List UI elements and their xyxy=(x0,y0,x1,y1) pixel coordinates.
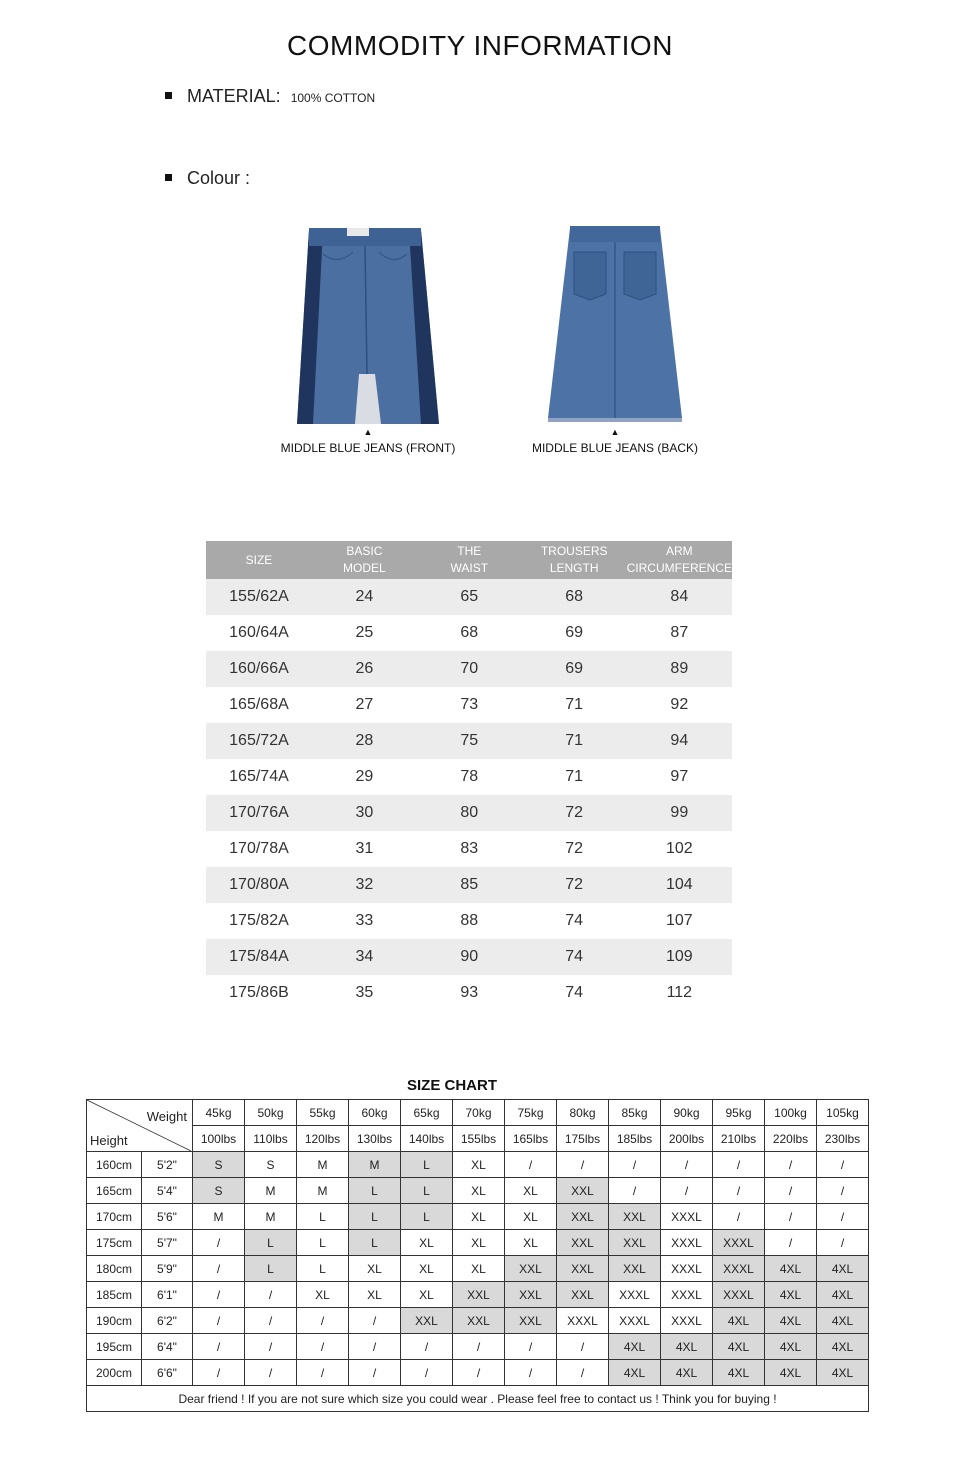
weight-lbs-cell: 175lbs xyxy=(557,1126,609,1152)
height-cm-cell: 200cm xyxy=(87,1360,142,1386)
size-cell: / xyxy=(349,1360,401,1386)
size-chart-corner xyxy=(87,1100,193,1152)
size-cell: XL xyxy=(401,1256,453,1282)
size-chart-lbs-row xyxy=(87,1126,869,1152)
size-cell: XXL xyxy=(505,1308,557,1334)
height-ft-cell: 6'4" xyxy=(142,1334,193,1360)
size-cell: L xyxy=(245,1256,297,1282)
size-cell: 4XL xyxy=(817,1334,869,1360)
measurement-row xyxy=(206,687,732,723)
size-cell: / xyxy=(817,1204,869,1230)
size-cell: 4XL xyxy=(713,1360,765,1386)
size-cell: M xyxy=(297,1152,349,1178)
size-cell: XL xyxy=(453,1204,505,1230)
measurement-cell: 97 xyxy=(670,768,689,785)
measurement-cell: 69 xyxy=(565,624,584,641)
size-cell: 4XL xyxy=(713,1334,765,1360)
product-front xyxy=(278,224,458,455)
size-cell: L xyxy=(297,1230,349,1256)
size-cell: XXL xyxy=(609,1256,661,1282)
measurement-table xyxy=(206,541,732,1011)
size-cell: 4XL xyxy=(609,1360,661,1386)
height-ft-cell: 6'6" xyxy=(142,1360,193,1386)
size-cell: / xyxy=(245,1360,297,1386)
weight-kg-cell: 95kg xyxy=(713,1100,765,1126)
size-cell: XXXL xyxy=(661,1282,713,1308)
size-chart-row xyxy=(87,1152,869,1178)
size-cell: XXXL xyxy=(713,1230,765,1256)
weight-lbs-cell: 110lbs xyxy=(245,1126,297,1152)
measurement-cell: 26 xyxy=(312,651,417,687)
measurement-cell: 170/80A xyxy=(206,867,312,903)
size-cell: L xyxy=(401,1204,453,1230)
measurement-cell: 74 xyxy=(522,939,627,975)
size-cell: 4XL xyxy=(817,1282,869,1308)
measurement-cell: 71 xyxy=(565,696,584,713)
size-cell: XL xyxy=(505,1230,557,1256)
size-cell: / xyxy=(557,1152,609,1178)
measurement-row xyxy=(206,795,732,831)
material-label: MATERIAL: xyxy=(187,86,281,106)
size-cell: L xyxy=(297,1256,349,1282)
size-cell: XXL xyxy=(557,1204,609,1230)
size-cell: XL xyxy=(401,1282,453,1308)
size-cell: XL xyxy=(453,1178,505,1204)
measurement-cell: 109 xyxy=(627,939,732,975)
product-caption: MIDDLE BLUE JEANS (BACK) xyxy=(531,441,699,455)
size-cell: M xyxy=(349,1152,401,1178)
measurement-cell: 25 xyxy=(355,624,374,641)
size-chart-row xyxy=(87,1282,869,1308)
size-cell: 4XL xyxy=(765,1334,817,1360)
size-cell: L xyxy=(349,1230,401,1256)
weight-lbs-cell: 185lbs xyxy=(609,1126,661,1152)
measurement-cell: 160/66A xyxy=(206,651,312,687)
size-cell: 4XL xyxy=(661,1334,713,1360)
size-cell: 4XL xyxy=(661,1360,713,1386)
size-cell: XXL xyxy=(609,1204,661,1230)
measurement-row xyxy=(206,723,732,759)
bullet-icon xyxy=(165,174,172,181)
colour-row xyxy=(165,168,250,189)
size-cell: 4XL xyxy=(765,1282,817,1308)
size-cell: / xyxy=(505,1152,557,1178)
size-cell: / xyxy=(557,1360,609,1386)
measurement-row xyxy=(206,903,732,939)
weight-lbs-cell: 210lbs xyxy=(713,1126,765,1152)
measurement-cell: 73 xyxy=(460,696,479,713)
size-cell: 4XL xyxy=(713,1308,765,1334)
size-cell: M xyxy=(245,1178,297,1204)
size-cell: XXL xyxy=(453,1282,505,1308)
measurement-cell: 175/84A xyxy=(206,939,312,975)
size-cell: XL xyxy=(349,1256,401,1282)
height-cm-cell: 170cm xyxy=(87,1204,142,1230)
size-cell: 4XL xyxy=(765,1256,817,1282)
measurement-cell: 33 xyxy=(355,912,374,929)
measurement-cell: 170/76A xyxy=(206,795,312,831)
size-cell: / xyxy=(245,1282,297,1308)
size-cell: XL xyxy=(505,1204,557,1230)
measurement-row xyxy=(206,651,732,687)
size-cell: XXL xyxy=(557,1256,609,1282)
height-cm-cell: 195cm xyxy=(87,1334,142,1360)
header-trousers-length: TROUSERS LENGTH xyxy=(522,541,627,579)
weight-kg-cell: 45kg xyxy=(193,1100,245,1126)
denim-skirt-back-image xyxy=(540,224,690,428)
measurement-cell: 32 xyxy=(312,867,417,903)
size-cell: XXL xyxy=(505,1282,557,1308)
height-ft-cell: 5'2" xyxy=(142,1152,193,1178)
measurement-cell: 65 xyxy=(417,579,522,615)
size-cell: S xyxy=(245,1152,297,1178)
header-basic-model: BASIC MODEL xyxy=(312,541,417,579)
size-cell: / xyxy=(661,1152,713,1178)
measurement-cell: 80 xyxy=(417,795,522,831)
measurement-cell: 89 xyxy=(627,651,732,687)
size-cell: / xyxy=(245,1308,297,1334)
up-arrow-icon: ▲ xyxy=(363,427,373,437)
size-cell: / xyxy=(401,1360,453,1386)
size-cell: XXXL xyxy=(661,1204,713,1230)
weight-lbs-cell: 140lbs xyxy=(401,1126,453,1152)
size-cell: 4XL xyxy=(817,1360,869,1386)
size-cell: M xyxy=(245,1204,297,1230)
weight-kg-cell: 90kg xyxy=(661,1100,713,1126)
measurement-row xyxy=(206,975,732,1011)
size-cell: XL xyxy=(349,1282,401,1308)
product-back xyxy=(530,224,700,455)
measurement-cell: 88 xyxy=(460,912,479,929)
size-cell: XL xyxy=(453,1230,505,1256)
weight-kg-cell: 65kg xyxy=(401,1100,453,1126)
weight-lbs-cell: 120lbs xyxy=(297,1126,349,1152)
weight-lbs-cell: 165lbs xyxy=(505,1126,557,1152)
size-cell: / xyxy=(609,1178,661,1204)
material-value: 100% COTTON xyxy=(290,91,376,105)
header-arm-circumference: ARM CIRCUMFERENCE xyxy=(627,541,732,579)
size-chart-title: SIZE CHART xyxy=(407,1077,497,1094)
height-cm-cell: 190cm xyxy=(87,1308,142,1334)
size-cell: XXL xyxy=(557,1282,609,1308)
measurement-cell: 68 xyxy=(460,624,479,641)
colour-label: Colour : xyxy=(187,168,251,188)
size-cell: / xyxy=(713,1178,765,1204)
height-ft-cell: 5'7" xyxy=(142,1230,193,1256)
size-cell: / xyxy=(453,1360,505,1386)
weight-lbs-cell: 130lbs xyxy=(349,1126,401,1152)
measurement-cell: 112 xyxy=(666,984,693,1001)
size-chart-row xyxy=(87,1230,869,1256)
size-cell: XXXL xyxy=(609,1308,661,1334)
size-cell: / xyxy=(193,1256,245,1282)
size-chart-row xyxy=(87,1360,869,1386)
size-cell: XXL xyxy=(557,1178,609,1204)
size-cell: / xyxy=(193,1334,245,1360)
height-label: Height xyxy=(90,1133,128,1148)
measurement-cell: 68 xyxy=(522,579,627,615)
measurement-cell: 71 xyxy=(565,768,584,785)
size-cell: / xyxy=(193,1360,245,1386)
weight-kg-cell: 60kg xyxy=(349,1100,401,1126)
size-cell: XL xyxy=(297,1282,349,1308)
size-cell: XXL xyxy=(453,1308,505,1334)
measurement-cell: 99 xyxy=(627,795,732,831)
size-chart-footer-note: Dear friend ! If you are not sure which size you could wear . Please feel free to contact us ! Think you for buying ! xyxy=(87,1386,869,1412)
measurement-cell: 29 xyxy=(355,768,374,785)
measurement-cell: 74 xyxy=(565,912,584,929)
weight-kg-cell: 100kg xyxy=(765,1100,817,1126)
size-cell: XXL xyxy=(557,1230,609,1256)
measurement-cell: 72 xyxy=(522,867,627,903)
size-cell: XL xyxy=(401,1230,453,1256)
weight-label: Weight xyxy=(146,1109,187,1124)
size-cell: XL xyxy=(453,1256,505,1282)
weight-kg-cell: 55kg xyxy=(297,1100,349,1126)
size-cell: S xyxy=(193,1152,245,1178)
measurement-cell: 165/74A xyxy=(229,768,289,785)
measurement-cell: 71 xyxy=(522,723,627,759)
size-cell: S xyxy=(193,1178,245,1204)
measurement-cell: 83 xyxy=(460,840,479,857)
size-cell: L xyxy=(349,1204,401,1230)
size-cell: XXL xyxy=(505,1256,557,1282)
header-size: SIZE xyxy=(206,541,312,579)
weight-lbs-cell: 220lbs xyxy=(765,1126,817,1152)
measurement-cell: 28 xyxy=(312,723,417,759)
measurement-row xyxy=(206,831,732,867)
measurement-cell: 165/72A xyxy=(206,723,312,759)
size-cell: L xyxy=(245,1230,297,1256)
measurement-cell: 160/64A xyxy=(229,624,289,641)
size-cell: / xyxy=(193,1282,245,1308)
height-cm-cell: 185cm xyxy=(87,1282,142,1308)
page-title: COMMODITY INFORMATION xyxy=(287,30,673,61)
size-cell: XXXL xyxy=(713,1256,765,1282)
size-cell: XL xyxy=(505,1178,557,1204)
bullet-icon xyxy=(165,92,172,99)
size-cell: XXXL xyxy=(661,1308,713,1334)
measurement-cell: 155/62A xyxy=(206,579,312,615)
up-arrow-icon: ▲ xyxy=(610,427,620,437)
measurement-cell: 104 xyxy=(627,867,732,903)
size-cell: 4XL xyxy=(765,1308,817,1334)
weight-kg-cell: 50kg xyxy=(245,1100,297,1126)
height-ft-cell: 5'9" xyxy=(142,1256,193,1282)
size-cell: / xyxy=(245,1334,297,1360)
size-cell: M xyxy=(297,1178,349,1204)
size-cell: XXXL xyxy=(713,1282,765,1308)
measurement-row xyxy=(206,615,732,651)
size-chart-table xyxy=(86,1099,869,1412)
measurement-row xyxy=(206,759,732,795)
material-row xyxy=(165,86,375,107)
size-chart-row xyxy=(87,1256,869,1282)
height-cm-cell: 175cm xyxy=(87,1230,142,1256)
height-ft-cell: 6'2" xyxy=(142,1308,193,1334)
measurement-cell: 165/68A xyxy=(229,696,289,713)
weight-kg-cell: 105kg xyxy=(817,1100,869,1126)
measurement-cell: 102 xyxy=(665,840,693,857)
size-cell: / xyxy=(713,1204,765,1230)
size-cell: / xyxy=(817,1178,869,1204)
measurement-cell: 175/82A xyxy=(229,912,289,929)
weight-lbs-cell: 230lbs xyxy=(817,1126,869,1152)
height-ft-cell: 5'6" xyxy=(142,1204,193,1230)
size-cell: L xyxy=(349,1178,401,1204)
size-cell: / xyxy=(505,1334,557,1360)
size-cell: / xyxy=(609,1152,661,1178)
size-cell: XXL xyxy=(609,1230,661,1256)
size-cell: / xyxy=(557,1334,609,1360)
measurement-cell: 175/86B xyxy=(229,984,289,1001)
size-cell: XXXL xyxy=(661,1230,713,1256)
size-chart-kg-row xyxy=(87,1100,869,1126)
size-cell: L xyxy=(401,1178,453,1204)
measurement-cell: 78 xyxy=(460,768,479,785)
size-chart-row xyxy=(87,1334,869,1360)
size-cell: / xyxy=(765,1204,817,1230)
size-cell: XXXL xyxy=(557,1308,609,1334)
product-caption: MIDDLE BLUE JEANS (FRONT) xyxy=(280,441,456,455)
measurement-cell: 92 xyxy=(670,696,689,713)
height-cm-cell: 165cm xyxy=(87,1178,142,1204)
size-cell: / xyxy=(817,1230,869,1256)
measurement-cell: 170/78A xyxy=(229,840,289,857)
measurement-cell: 70 xyxy=(417,651,522,687)
weight-lbs-cell: 100lbs xyxy=(193,1126,245,1152)
size-chart-row xyxy=(87,1204,869,1230)
size-cell: / xyxy=(505,1360,557,1386)
size-cell: / xyxy=(349,1334,401,1360)
size-chart-row xyxy=(87,1308,869,1334)
measurement-cell: 84 xyxy=(627,579,732,615)
measurement-cell: 94 xyxy=(627,723,732,759)
measurement-cell: 72 xyxy=(522,795,627,831)
denim-skirt-front-image xyxy=(293,224,443,428)
size-cell: / xyxy=(297,1334,349,1360)
size-cell: L xyxy=(297,1204,349,1230)
height-ft-cell: 5'4" xyxy=(142,1178,193,1204)
size-cell: / xyxy=(453,1334,505,1360)
measurement-cell: 24 xyxy=(312,579,417,615)
size-cell: / xyxy=(765,1230,817,1256)
size-cell: / xyxy=(193,1308,245,1334)
measurement-cell: 93 xyxy=(460,984,479,1001)
weight-kg-cell: 85kg xyxy=(609,1100,661,1126)
size-cell: M xyxy=(193,1204,245,1230)
measurement-cell: 35 xyxy=(355,984,374,1001)
measurement-cell: 90 xyxy=(417,939,522,975)
measurement-header-row xyxy=(206,541,732,579)
weight-lbs-cell: 200lbs xyxy=(661,1126,713,1152)
measurement-row xyxy=(206,867,732,903)
size-cell: / xyxy=(401,1334,453,1360)
measurement-row xyxy=(206,939,732,975)
size-cell: / xyxy=(817,1152,869,1178)
size-cell: XL xyxy=(453,1152,505,1178)
size-cell: / xyxy=(765,1152,817,1178)
measurement-cell: 27 xyxy=(355,696,374,713)
weight-kg-cell: 80kg xyxy=(557,1100,609,1126)
size-cell: L xyxy=(401,1152,453,1178)
size-chart-footer-row xyxy=(87,1386,869,1412)
measurement-cell: 85 xyxy=(417,867,522,903)
height-cm-cell: 180cm xyxy=(87,1256,142,1282)
size-cell: / xyxy=(193,1230,245,1256)
size-cell: 4XL xyxy=(765,1360,817,1386)
measurement-cell: 72 xyxy=(565,840,584,857)
measurement-cell: 34 xyxy=(312,939,417,975)
weight-lbs-cell: 155lbs xyxy=(453,1126,505,1152)
size-cell: XXXL xyxy=(609,1282,661,1308)
size-cell: 4XL xyxy=(817,1256,869,1282)
height-ft-cell: 6'1" xyxy=(142,1282,193,1308)
measurement-cell: 31 xyxy=(355,840,374,857)
measurement-cell: 75 xyxy=(417,723,522,759)
size-cell: XXL xyxy=(401,1308,453,1334)
size-cell: / xyxy=(713,1152,765,1178)
size-cell: / xyxy=(297,1308,349,1334)
size-cell: 4XL xyxy=(609,1334,661,1360)
measurement-cell: 87 xyxy=(670,624,689,641)
measurement-cell: 69 xyxy=(522,651,627,687)
size-cell: / xyxy=(765,1178,817,1204)
measurement-cell: 74 xyxy=(565,984,584,1001)
measurement-cell: 107 xyxy=(665,912,693,929)
size-cell: / xyxy=(349,1308,401,1334)
header-waist: THE WAIST xyxy=(417,541,522,579)
measurement-cell: 30 xyxy=(312,795,417,831)
size-cell: XXXL xyxy=(661,1256,713,1282)
height-cm-cell: 160cm xyxy=(87,1152,142,1178)
measurement-row xyxy=(206,579,732,615)
size-chart-row xyxy=(87,1178,869,1204)
size-cell: / xyxy=(661,1178,713,1204)
size-cell: / xyxy=(297,1360,349,1386)
weight-kg-cell: 70kg xyxy=(453,1100,505,1126)
weight-kg-cell: 75kg xyxy=(505,1100,557,1126)
size-cell: 4XL xyxy=(817,1308,869,1334)
